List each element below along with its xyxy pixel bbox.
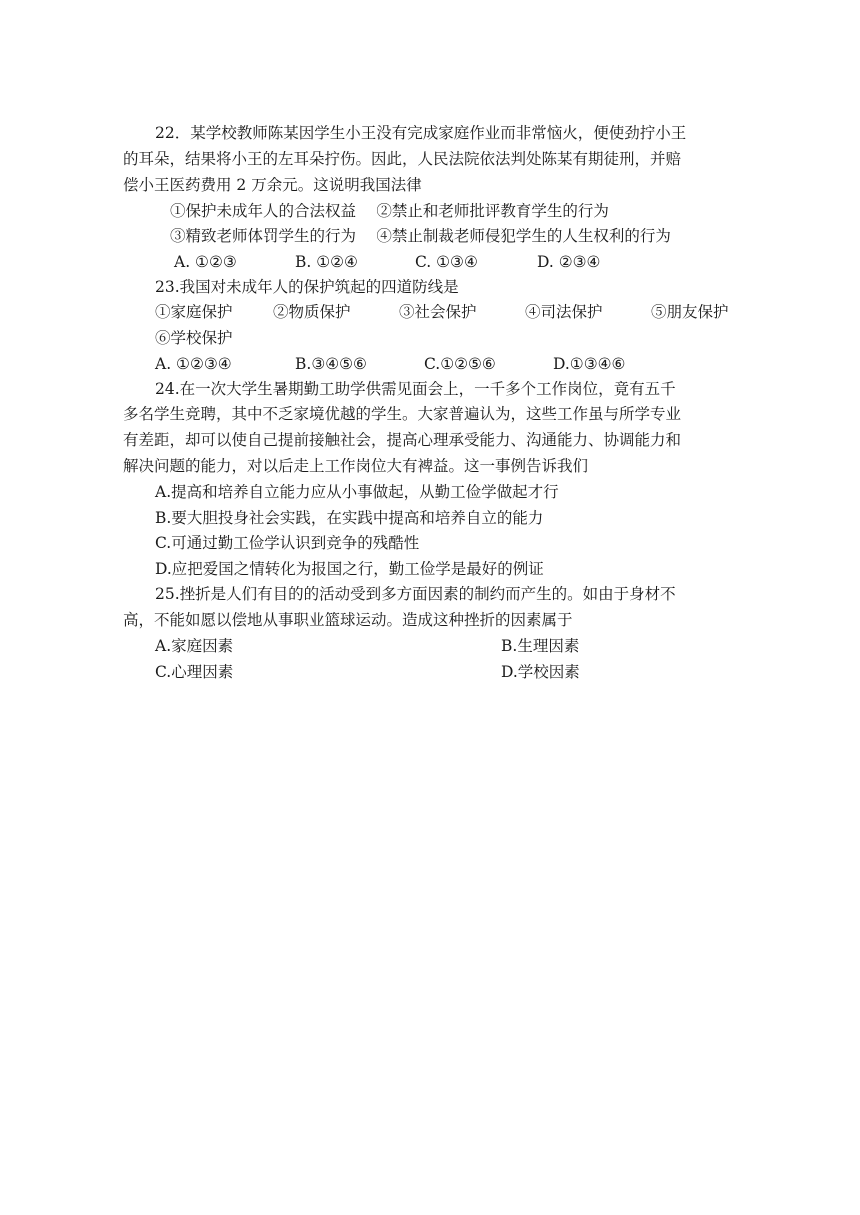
q22-option-b: B. ①②④ — [295, 253, 358, 271]
q24-option-d: D.应把爱国之情转化为报国之行，勤工俭学是最好的例证 — [155, 560, 544, 578]
q23-item-5: ⑤朋友保护 — [651, 303, 729, 321]
q23-option-a: A. ①②③④ — [155, 355, 232, 373]
q25-option-a: A.家庭因素 — [155, 637, 234, 655]
q22-stem-line2: 的耳朵，结果将小王的左耳朵拧伤。因此，人民法院依法判处陈某有期徒刑，并赔 — [123, 150, 682, 168]
q23-item-2: ②物质保护 — [273, 303, 351, 321]
q25-stem-line1: 25.挫折是人们有目的的活动受到多方面因素的制约而产生的。如由于身材不 — [155, 585, 676, 603]
q23-items-row2 — [0, 325, 860, 351]
q25-option-c: C.心理因素 — [155, 663, 234, 681]
q23-item-4: ④司法保护 — [525, 303, 603, 321]
q22-options — [0, 249, 860, 275]
q23-stem: 23.我国对未成年人的保护筑起的四道防线是 — [155, 278, 459, 296]
q24-stem-line3: 有差距，却可以使自己提前接触社会，提高心理承受能力、沟通能力、协调能力和 — [123, 431, 682, 449]
q24-stem-line4: 解决问题的能力，对以后走上工作岗位大有裨益。这一事例告诉我们 — [123, 457, 589, 475]
q25-stem-line2: 高，不能如愿以偿地从事职业篮球运动。造成这种挫折的因素属于 — [123, 611, 573, 629]
q23-option-d: D.①③④⑥ — [553, 355, 626, 373]
q23-item-1: ①家庭保护 — [155, 303, 233, 321]
q23-items-row1 — [0, 299, 860, 325]
q24-stem-line2: 多名学生竞聘，其中不乏家境优越的学生。大家普遍认为，这些工作虽与所学专业 — [123, 405, 682, 423]
q25-option-b: B.生理因素 — [501, 637, 580, 655]
q23-item-3: ③社会保护 — [399, 303, 477, 321]
q23-option-c: C.①②⑤⑥ — [424, 355, 496, 373]
q24-option-a: A.提高和培养自立能力应从小事做起，从勤工俭学做起才行 — [155, 483, 559, 501]
q22-option-c: C. ①③④ — [415, 253, 478, 271]
q22-option-d: D. ②③④ — [537, 253, 601, 271]
q24-option-b: B.要大胆投身社会实践，在实践中提高和培养自立的能力 — [155, 509, 544, 527]
q22-stem-line3: 偿小王医药费用 2 万余元。这说明我国法律 — [123, 176, 422, 194]
q25-options-row1 — [0, 633, 860, 659]
q25-option-d: D.学校因素 — [501, 663, 580, 681]
q22-option-a: A. ①②③ — [174, 253, 237, 271]
q22-items-line1: ①保护未成年人的合法权益 ②禁止和老师批评教育学生的行为 — [170, 202, 609, 220]
q22-items-line2: ③精致老师体罚学生的行为 ④禁止制裁老师侵犯学生的人生权利的行为 — [170, 227, 671, 245]
q23-options — [0, 351, 860, 377]
q22-stem-line1: 22．某学校教师陈某因学生小王没有完成家庭作业而非常恼火，便使劲拧小王 — [155, 124, 687, 142]
q24-option-c: C.可通过勤工俭学认识到竞争的残酷性 — [155, 534, 420, 552]
q23-option-b: B.③④⑤⑥ — [295, 355, 367, 373]
q23-item-6: ⑥学校保护 — [155, 329, 233, 347]
q24-stem-line1: 24.在一次大学生暑期勤工助学供需见面会上，一千多个工作岗位，竟有五千 — [155, 380, 676, 398]
q25-options-row2 — [0, 659, 860, 685]
